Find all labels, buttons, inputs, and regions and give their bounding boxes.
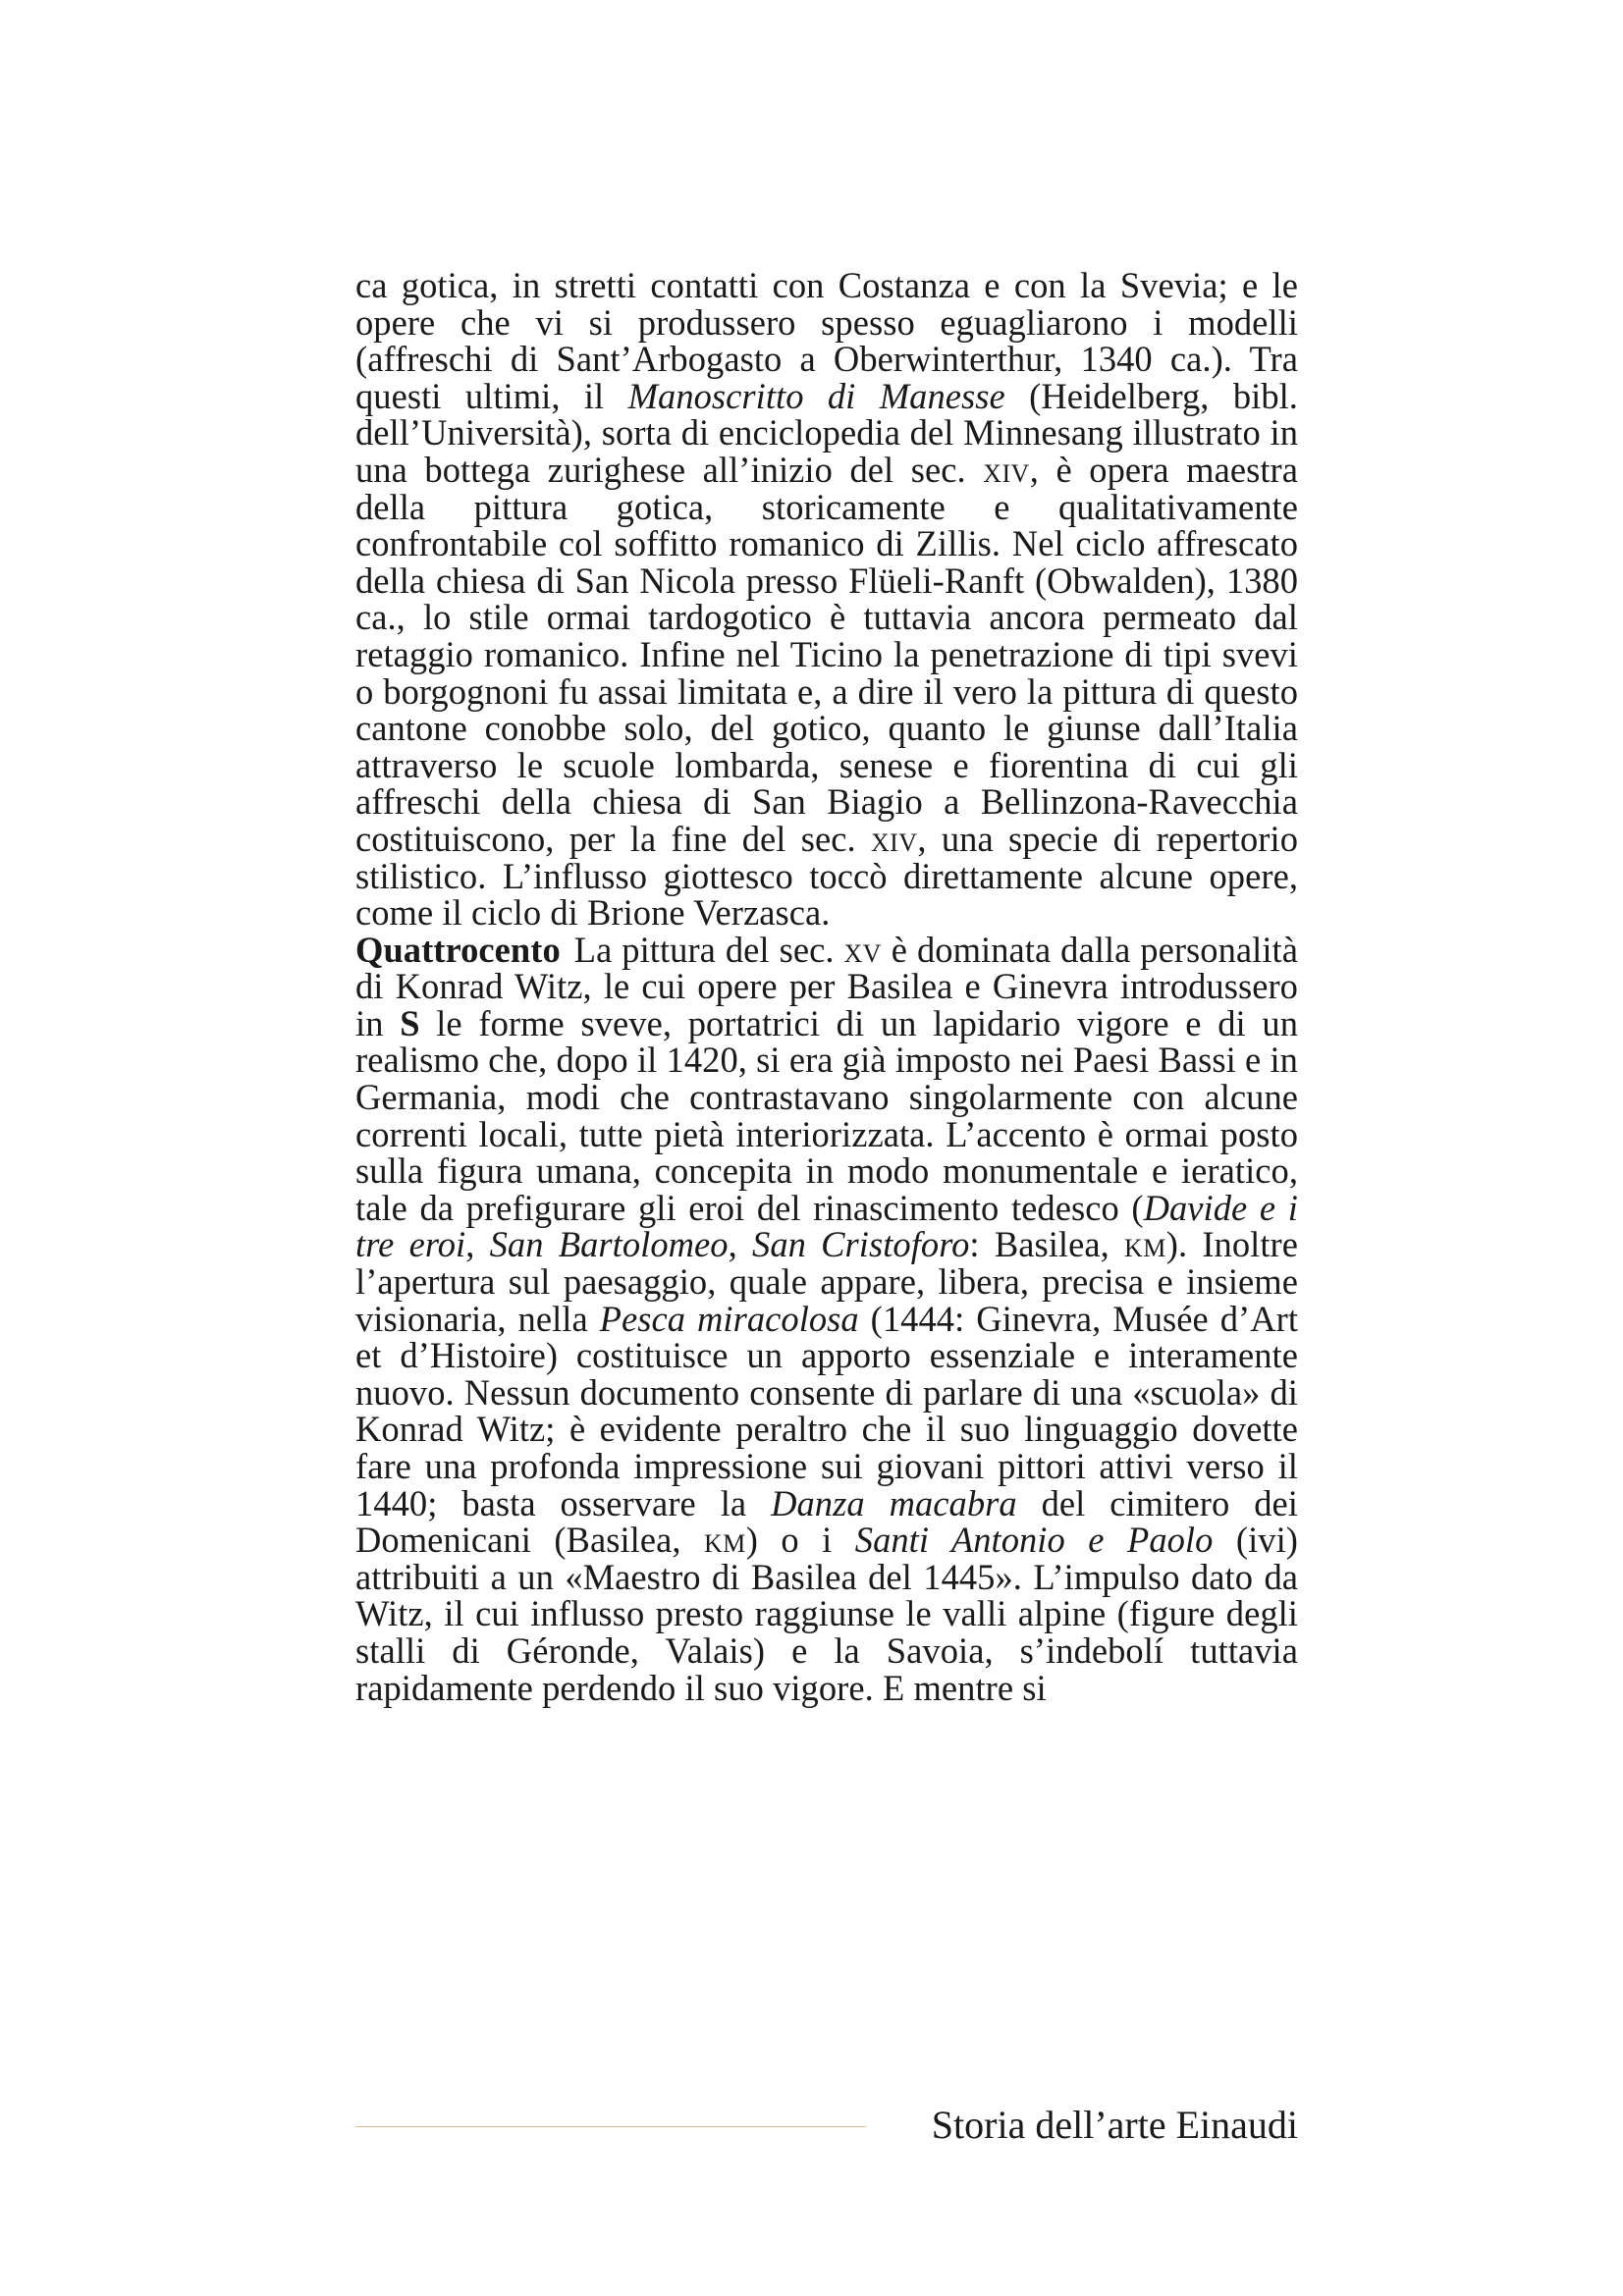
text-run: ca gotica, in stretti contatti con Costanza e con la Svevia; e le opere che vi si produssero spesso eguagliarono i modelli (affreschi di Sant’Arbogasto a Oberwinterthur, 1340 ca.). Tra questi ultimi, il	[355, 265, 1298, 416]
body-text	[355, 267, 1298, 1706]
century-numeral: xiv	[871, 818, 918, 859]
museum-abbreviation: km	[1124, 1224, 1166, 1265]
text-run: le forme sveve, portatrici di un lapidario vigore e di un realismo che, dopo il 1420, si era già imposto nei Paesi Bassi e in Germania, modi che contrastavano singolarmente con alcune correnti locali, tutte pietà interiorizzata. L’accento è ormai posto sulla figura umana, concepita in modo monumentale e ieratico, tale da prefigurare gli eroi del rinascimento tedesco (	[355, 1002, 1298, 1228]
italic-title: Davide e i tre eroi	[355, 1187, 1298, 1265]
text-run: è dominata dalla personalità di Konrad Witz, le cui opere per Basilea e Ginevra introdussero in	[355, 929, 1298, 1043]
text-run: ). Inoltre l’apertura sul paesaggio, quale appare, libera, precisa e insieme visionaria, nella	[355, 1224, 1298, 1339]
text-run: , è opera maestra della pittura gotica, storicamente e qualitativamente confrontabile col soffitto romanico di Zillis. Nel ciclo affrescato della chiesa di San Nicola presso Flüeli-Ranft (Obwalden), 1380 ca., lo stile ormai tardogotico è tuttavia ancora permeato dal retaggio romanico. Infine nel Ticino la penetrazione di tipi svevi o borgognoni fu assai limitata e, a dire il vero la pittura di questo cantone conobbe solo, del gotico, quanto le giunse dall’Italia attraverso le scuole lombarda, senese e fiorentina di cui gli affreschi della chiesa di San Biagio a Bellinzona-Ravecchia costituiscono, per la fine del sec.	[355, 449, 1298, 859]
text-run: ) o i	[745, 1520, 855, 1561]
text-run: , una specie di repertorio stilistico. L’influsso giottesco toccò direttamente alcune opere, come il ciclo di Brione Verzasca.	[355, 818, 1298, 934]
text-run: (Heidelberg, bibl. dell’Università), sorta di enciclopedia del Minnesang illustrato in una bottega zurighese all’inizio del sec.	[355, 375, 1298, 490]
footer-rule	[355, 2126, 866, 2127]
text-run: ,	[465, 1224, 490, 1265]
museum-abbreviation: km	[703, 1520, 746, 1561]
text-run: (ivi) attribuiti a un «Maestro di Basilea del 1445». L’impulso dato da Witz, il cui influsso presto raggiunse le valli alpine (figure degli stalli di Géronde, Valais) e la Savoia, s’indebolí tuttavia rapidamente perdendo il suo vigore. E mentre si	[355, 1520, 1298, 1708]
paragraph-quattrocento	[355, 929, 1299, 1708]
italic-title: Santi Antonio e Paolo	[854, 1520, 1214, 1561]
text-run: ,	[728, 1224, 753, 1265]
text-run: : Basilea,	[969, 1224, 1125, 1265]
text-run: (1444: Ginevra, Musée d’Art et d’Histoire) costituisce un apporto essenziale e interamente nuovo. Nessun documento consente di parlare di una «scuola» di Konrad Witz; è evidente peraltro che il suo linguaggio dovette fare una profonda impressione sui giovani pittori attivi verso il 1440; basta osservare la	[355, 1298, 1299, 1523]
paragraph-gothic	[355, 267, 1298, 932]
italic-title: San Bartolomeo	[489, 1224, 729, 1265]
text-run: La pittura del sec.	[573, 929, 844, 970]
italic-title: Danza macabra	[771, 1482, 1017, 1523]
italic-title: Manoscritto di Manesse	[627, 375, 1005, 416]
bold-abbreviation: S	[400, 1002, 420, 1043]
text-run: del cimitero dei Domenicani (Basilea,	[355, 1482, 1298, 1561]
page-footer	[355, 2093, 1298, 2156]
century-numeral: xiv	[983, 449, 1030, 490]
italic-title: San Cristoforo	[752, 1224, 970, 1265]
footer-title: Storia dell’arte Einaudi	[931, 2103, 1298, 2147]
section-heading: Quattrocento	[355, 929, 561, 970]
century-numeral: xv	[843, 929, 882, 970]
italic-title: Pesca miracolosa	[599, 1298, 859, 1339]
